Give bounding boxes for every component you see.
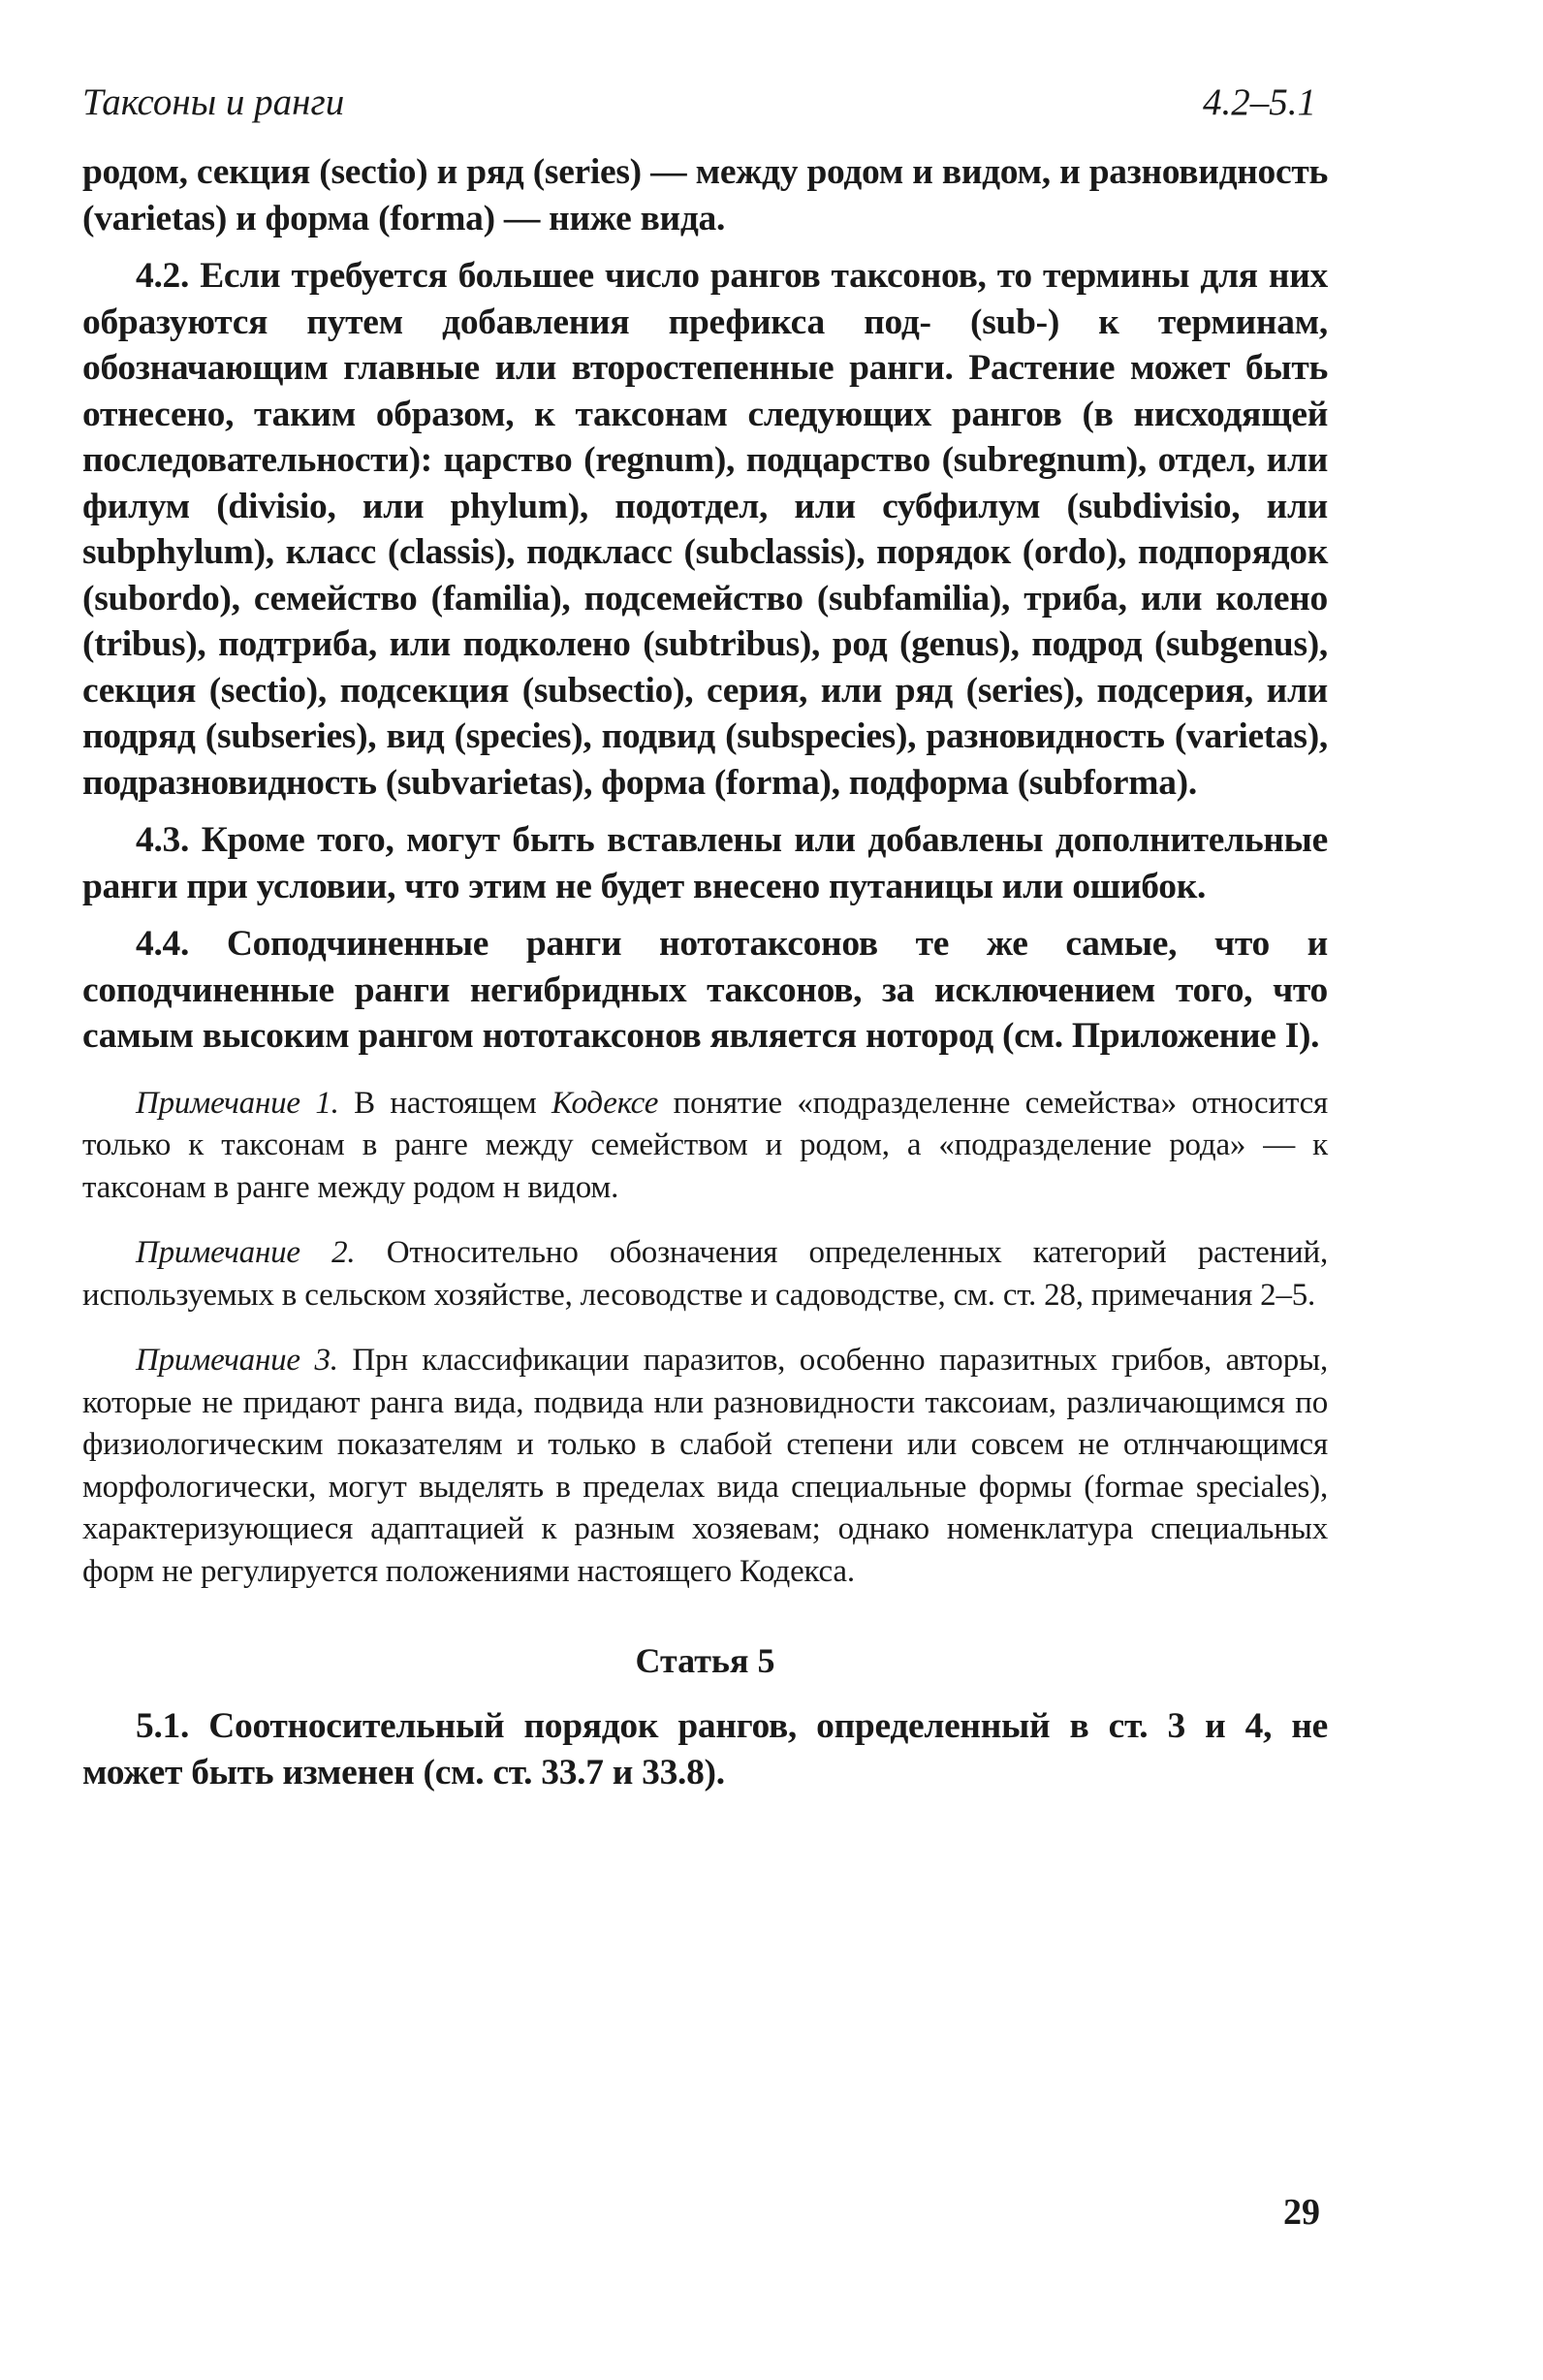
article-heading: Статья 5 [635, 1641, 775, 1680]
paragraph-4-3: 4.3. Кроме того, могут быть вставлены или добавлены дополнительные ранги при условии, что этим не будет внесено путаницы или ошибок. [82, 820, 1328, 906]
page-number: 29 [1283, 2192, 1320, 2233]
running-header-title: Таксоны и ранги [82, 81, 345, 123]
paragraph-4-2: 4.2. Если требуется большее число рангов таксонов, то термины для них образуются путем добавления префикса под- (sub-) к терминам, обозначающим главные или второстепенные ранги. Растение может быть отнесено, таким образом, к таксонам следующих рангов (в нисходящей последовательности): царство (regnum), подцарство (subregnum), отдел, или филум (divisio, или phylum), подотдел, или субфилум (subdivisio, или subphylum), класс (classis), подкласс (subclassis), порядок (ordo), подпорядок (subordo), семейство (familia), подсемейство (subfamilia), триба, или колено (tribus), подтриба, или подколено (subtribus), род (genus), подрод (subgenus), секция (sectio), подсекция (subsectio), серия, или ряд (series), подсерия, или подряд (subseries), вид (species), подвид (subspecies), разновидность (varietas), подразновидность (subvarietas), форма (forma), подформа (subforma). [82, 256, 1328, 803]
note-3 [82, 1340, 1328, 1593]
note-2 [82, 1232, 1328, 1317]
note-3-label: Примечание 3. [136, 1343, 338, 1378]
note-1-text-a: В настоящем [338, 1085, 552, 1121]
paragraph-4-4: 4.4. Соподчиненные ранги нототаксонов те же самые, что и соподчиненные ранги негибридных таксонов, за исключением того, что самым высоким рангом нототаксонов является нотород (см. Приложение I). [82, 924, 1328, 1056]
note-1-text-b: понятие «подразделенне семейства» относится только к таксонам в ранге между семейством и родом, а «подразделение рода» — к таксонам в ранге между родом н видом. [82, 1085, 1329, 1205]
running-header-section-ref: 4.2–5.1 [1203, 81, 1316, 123]
note-2-text: Относительно обозначения определенных категорий растений, используемых в сельском хозяйстве, лесоводстве и садоводстве, см. ст. 28, примечания 2–5. [82, 1235, 1328, 1313]
note-1-code-term: Кодексе [551, 1085, 659, 1121]
note-1-label: Примечание 1. [136, 1085, 339, 1121]
document-page [82, 78, 1328, 1807]
note-3-text: Прн классификации паразитов, особенно паразитных грибов, авторы, которые не придают ранга вида, подвида нли разновидности таксоиам, различающимся по физиологическим показателям и только в слабой степени или совсем не отлнчающимся морфологически, могут выделять в пределах вида специальные формы (formae speciales), характеризующиеся адаптацией к разным хозяевам; однако номенклатура специальных форм не регулируется положениями настоящего Кодекса. [82, 1343, 1329, 1589]
paragraph-continuation: родом, секция (sectio) и ряд (series) — между родом и видом, и разновидность (varietas) и форма (forma) — ниже вида. [82, 152, 1328, 238]
note-1 [82, 1083, 1328, 1210]
note-2-label: Примечание 2. [136, 1235, 356, 1270]
running-header [82, 78, 1328, 128]
paragraph-5-1: 5.1. Соотносительный порядок рангов, определенный в ст. 3 и 4, не может быть изменен (см. ст. 33.7 и 33.8). [82, 1706, 1328, 1793]
